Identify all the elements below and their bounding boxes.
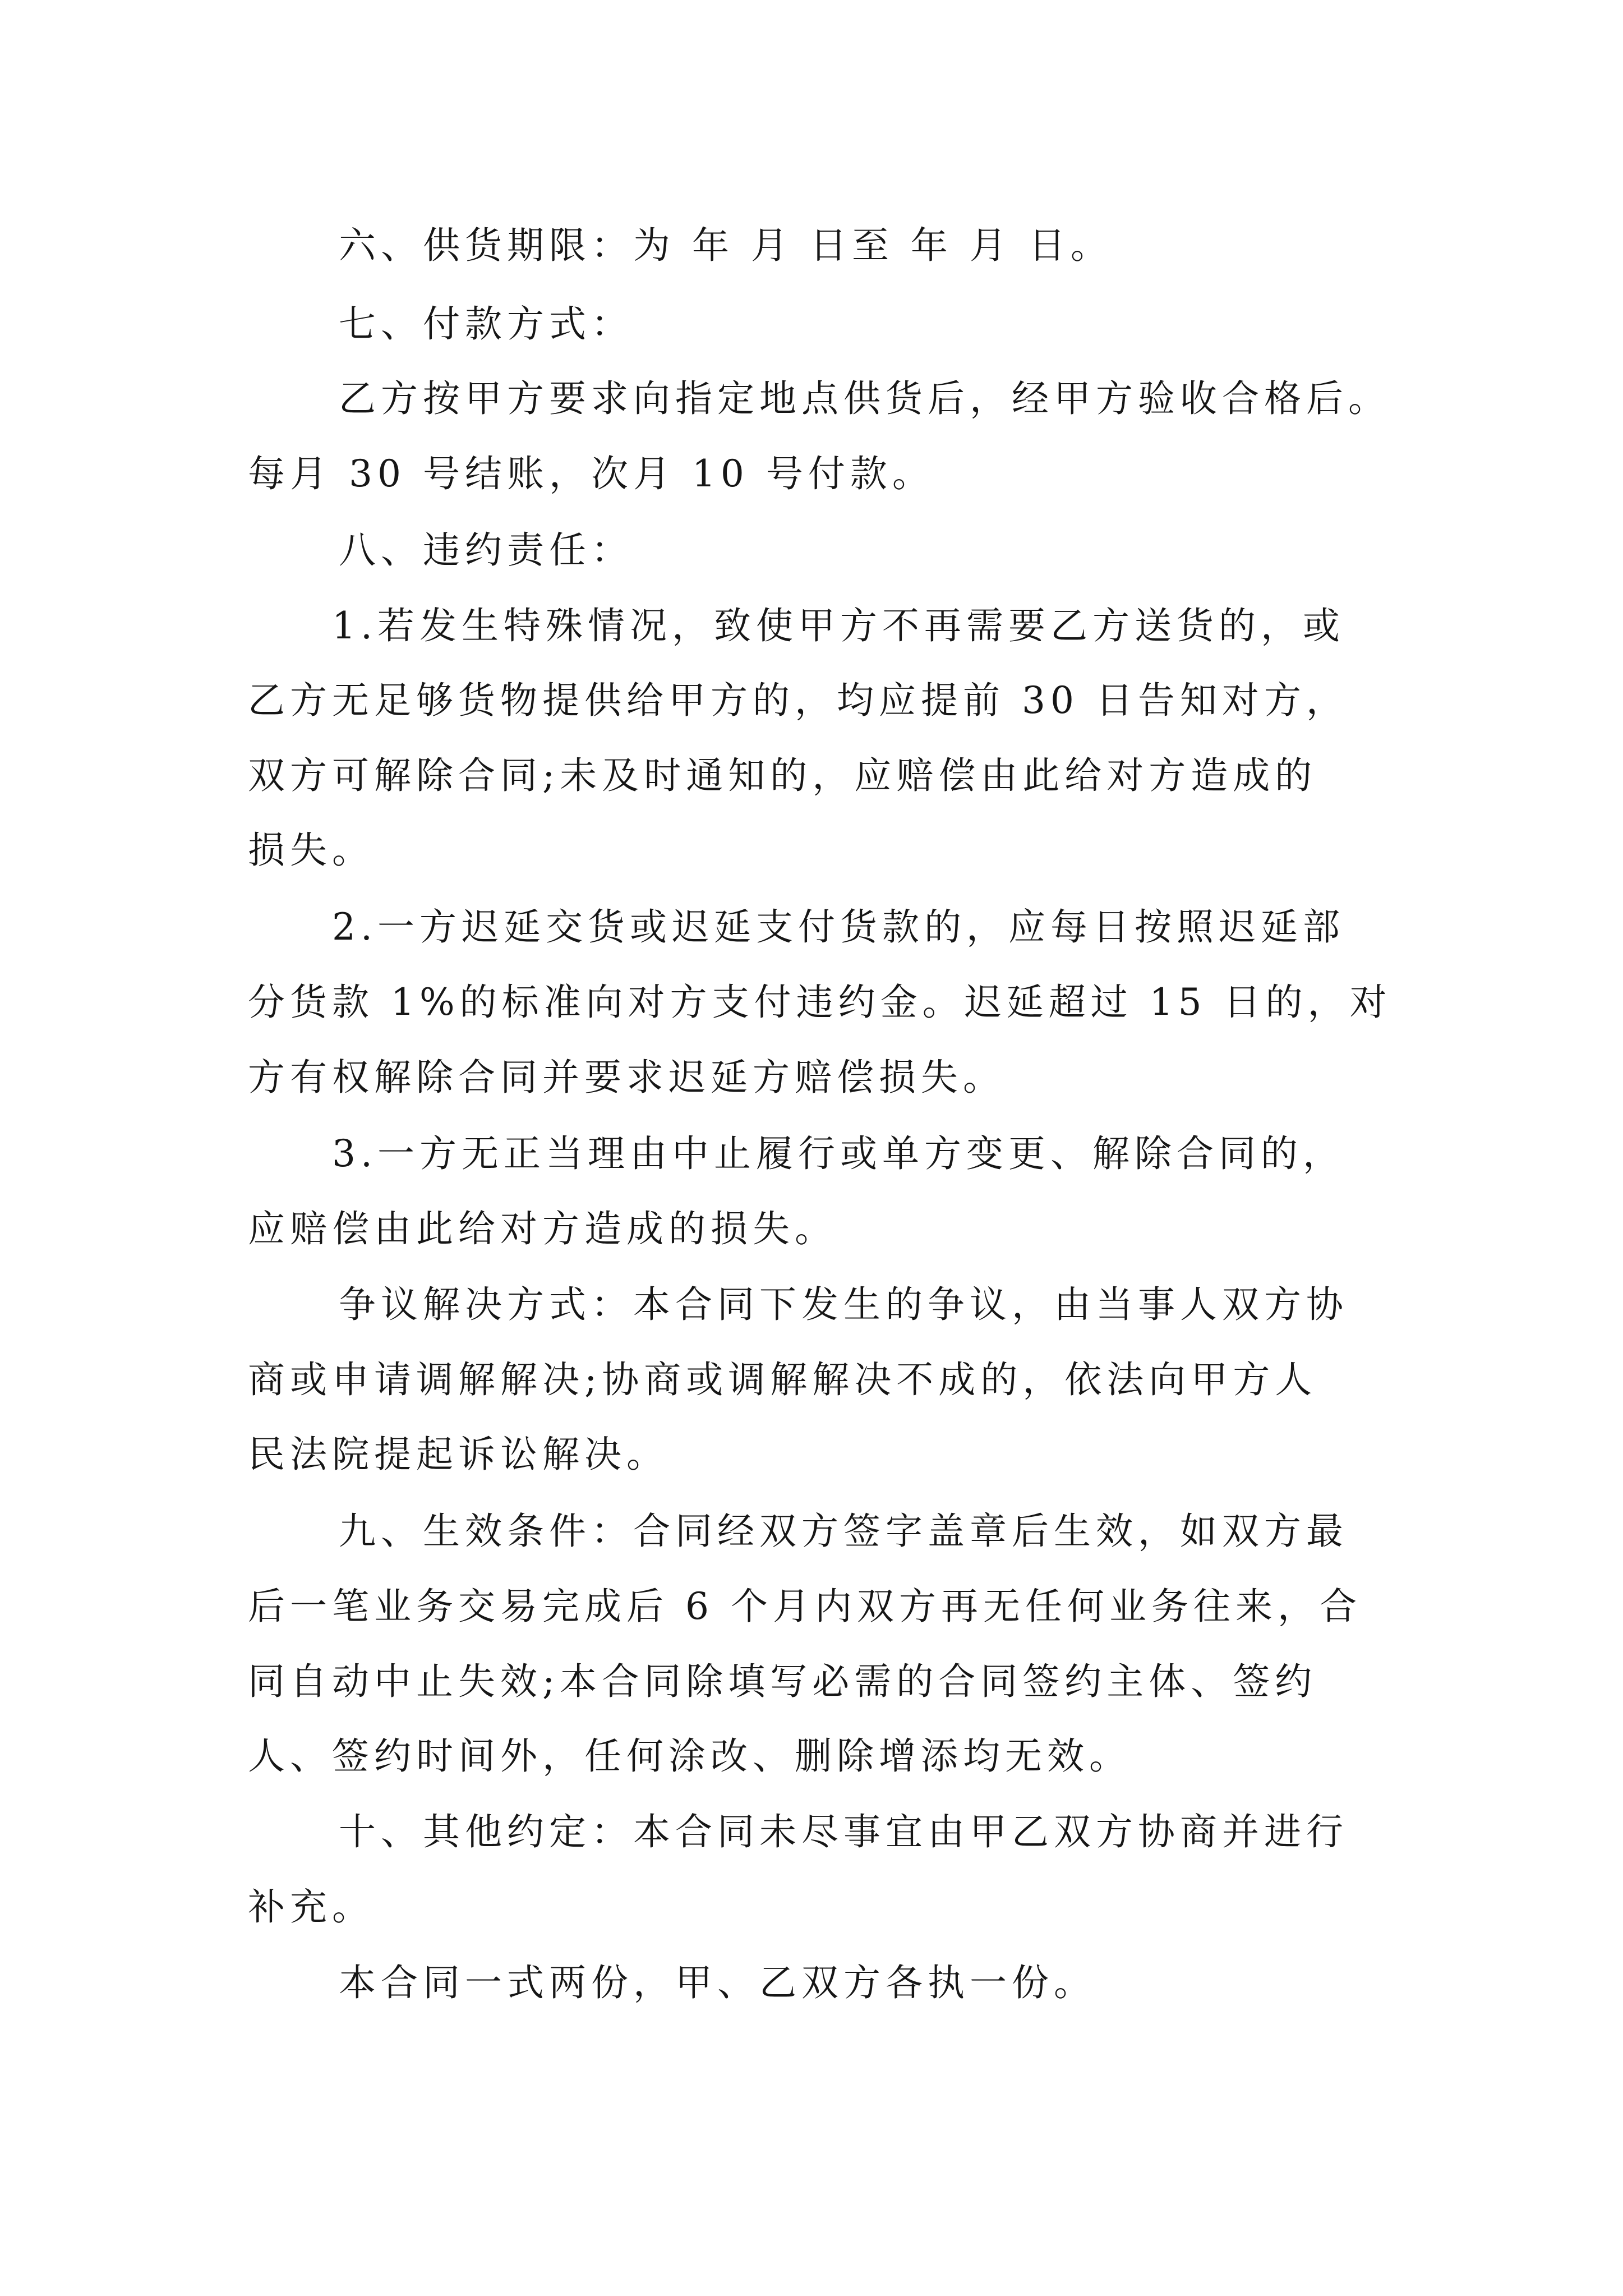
dispute-resolution-line-3: 民法院提起诉讼解决。 (248, 1433, 668, 1476)
clause-8-item-1-line-4: 损失。 (248, 829, 374, 872)
clause-10-line-1: 十、其他约定：本合同未尽事宜由甲乙双方协商并进行 (339, 1810, 1348, 1853)
clause-8-item-2-line-1: 2.一方迟延交货或迟延支付货款的，应每日按照迟延部 (332, 905, 1345, 949)
clause-8-item-2-line-2: 分货款 1%的标准向对方支付违约金。迟延超过 15 日的，对 (248, 981, 1392, 1024)
clause-8-item-3-line-1: 3.一方无正当理由中止履行或单方变更、解除合同的， (332, 1132, 1345, 1175)
dispute-resolution-line-2: 商或申请调解解决;协商或调解解决不成的，依法向甲方人 (248, 1358, 1317, 1401)
clause-7-heading: 七、付款方式： (339, 302, 633, 346)
clause-8-item-2-line-3: 方有权解除合同并要求迟延方赔偿损失。 (248, 1056, 1005, 1099)
clause-7-text-line-1: 乙方按甲方要求向指定地点供货后，经甲方验收合格后。 (339, 377, 1390, 420)
clause-8-item-1-line-3: 双方可解除合同;未及时通知的，应赔偿由此给对方造成的 (248, 754, 1317, 797)
clause-8-item-1-line-1: 1.若发生特殊情况，致使甲方不再需要乙方送货的，或 (332, 604, 1345, 647)
clause-8-item-1-line-2: 乙方无足够货物提供给甲方的，均应提前 30 日告知对方， (248, 679, 1348, 722)
clause-6-supply-period: 六、供货期限：为 年 月 日至 年 月 日。 (339, 224, 1113, 267)
clause-9-line-1: 九、生效条件：合同经双方签字盖章后生效，如双方最 (339, 1510, 1348, 1553)
clause-9-line-4: 人、签约时间外，任何涂改、删除增添均无效。 (248, 1734, 1131, 1778)
clause-7-text-line-2: 每月 30 号结账，次月 10 号付款。 (248, 452, 934, 495)
copies-statement: 本合同一式两份，甲、乙双方各执一份。 (339, 1961, 1096, 2004)
clause-8-item-3-line-2: 应赔偿由此给对方造成的损失。 (248, 1207, 837, 1250)
dispute-resolution-line-1: 争议解决方式：本合同下发生的争议，由当事人双方协 (339, 1283, 1348, 1326)
clause-9-line-3: 同自动中止失效;本合同除填写必需的合同签约主体、签约 (248, 1660, 1317, 1703)
clause-9-line-2: 后一笔业务交易完成后 6 个月内双方再无任何业务往来，合 (248, 1585, 1362, 1628)
clause-8-heading: 八、违约责任： (339, 528, 633, 572)
clause-10-line-2: 补充。 (248, 1885, 374, 1929)
